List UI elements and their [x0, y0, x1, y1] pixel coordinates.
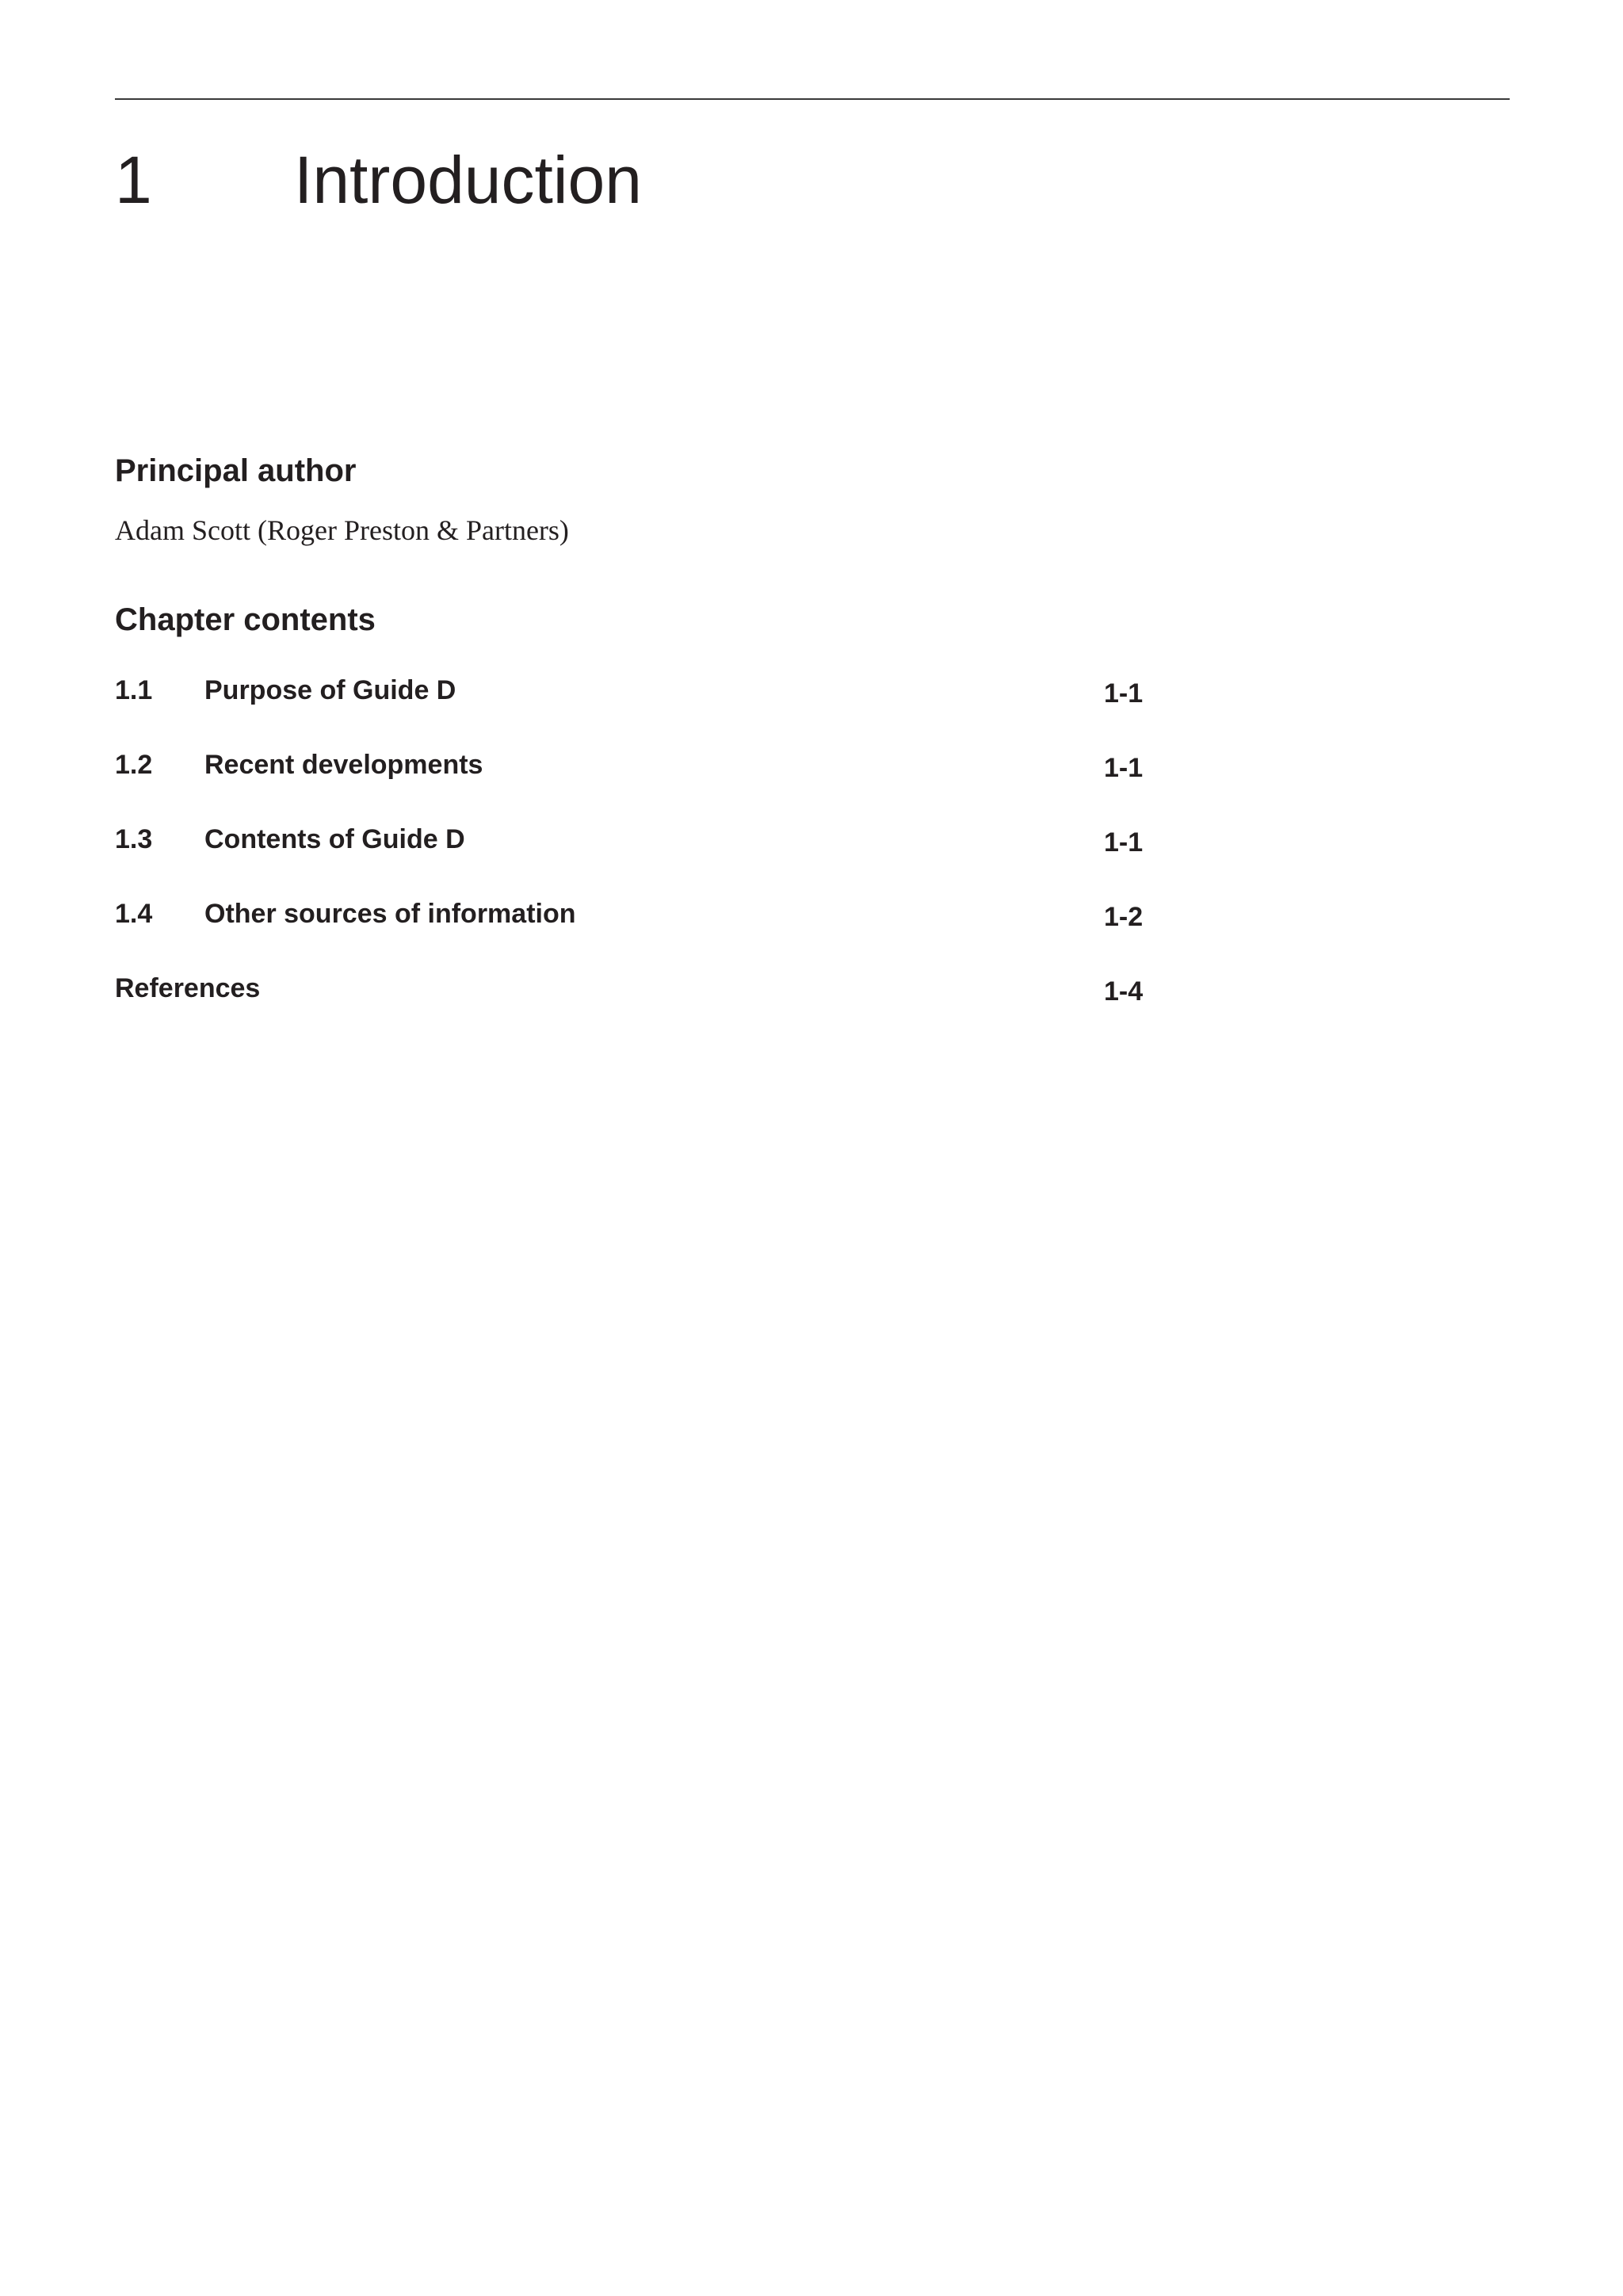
toc-entry-number: 1.1: [115, 675, 153, 705]
top-rule: [115, 98, 1510, 100]
toc-entry[interactable]: [115, 750, 1145, 824]
toc-entry-page: 1-1: [1104, 678, 1144, 709]
toc-entry[interactable]: [115, 824, 1145, 899]
toc-entry-number: 1.3: [115, 824, 153, 854]
toc-entry-title: Recent developments: [204, 750, 483, 780]
toc-entry-page: 1-2: [1104, 902, 1144, 932]
toc-entry[interactable]: [115, 675, 1145, 750]
toc-entry-page: 1-1: [1104, 827, 1144, 858]
toc-entry-number: 1.2: [115, 750, 153, 780]
toc-entry[interactable]: [115, 899, 1145, 973]
toc-entry-page: 1-4: [1104, 976, 1144, 1007]
toc-entry-title: References: [115, 973, 261, 1003]
toc-entry-title: Other sources of information: [204, 899, 576, 929]
author-name: Adam Scott (Roger Preston & Partners): [115, 514, 569, 546]
toc-entry-page: 1-1: [1104, 753, 1144, 783]
chapter-heading: [115, 136, 642, 223]
chapter-title: Introduction: [294, 142, 642, 217]
toc-entry-title: Purpose of Guide D: [204, 675, 456, 705]
toc-entry-title: Contents of Guide D: [204, 824, 465, 854]
toc-entry-references[interactable]: [115, 973, 1145, 1048]
chapter-number: 1: [115, 142, 152, 217]
principal-author-heading: Principal author: [115, 453, 357, 488]
table-of-contents: [115, 675, 1145, 1048]
chapter-contents-heading: Chapter contents: [115, 602, 376, 637]
toc-entry-number: 1.4: [115, 899, 153, 929]
